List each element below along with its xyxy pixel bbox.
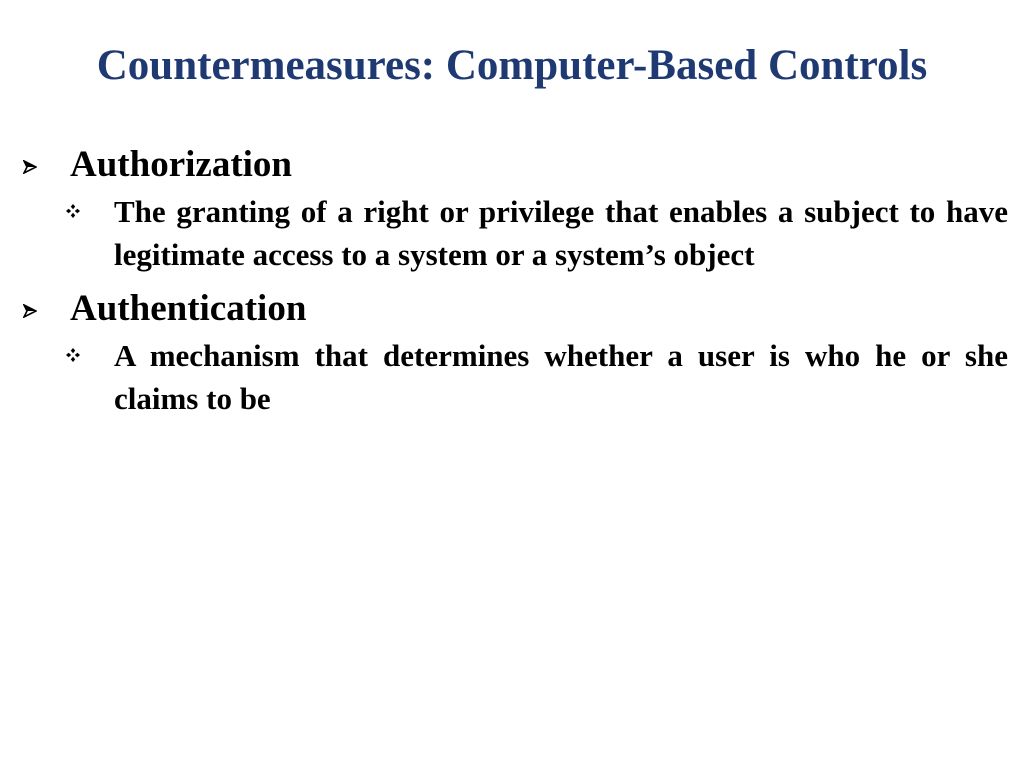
bullet-heading: [18, 140, 1008, 190]
bullet-heading-label: Authorization: [70, 144, 292, 185]
bullet-item-authorization: [18, 140, 1008, 276]
sub-bullet-item: [18, 334, 1008, 420]
bullet-heading-label: Authentication: [70, 288, 307, 329]
bullet-heading: [18, 284, 1008, 334]
bullet-list: [18, 140, 1008, 428]
slide-title: Countermeasures: Computer-Based Controls: [96, 42, 928, 89]
arrowhead-bullet-icon: [23, 284, 41, 334]
diamond-bullet-icon: [66, 190, 84, 233]
arrowhead-bullet-icon: [23, 140, 41, 190]
bullet-item-authentication: [18, 284, 1008, 420]
sub-bullet-item: [18, 190, 1008, 276]
sub-bullet-list: [18, 334, 1008, 420]
sub-bullet-text: The granting of a right or privilege that enables a subject to have legitimate access to a system or a system’s object: [114, 194, 1008, 272]
diamond-bullet-icon: [66, 334, 84, 377]
sub-bullet-text: A mechanism that determines whether a user is who he or she claims to be: [114, 338, 1008, 416]
sub-bullet-list: [18, 190, 1008, 276]
